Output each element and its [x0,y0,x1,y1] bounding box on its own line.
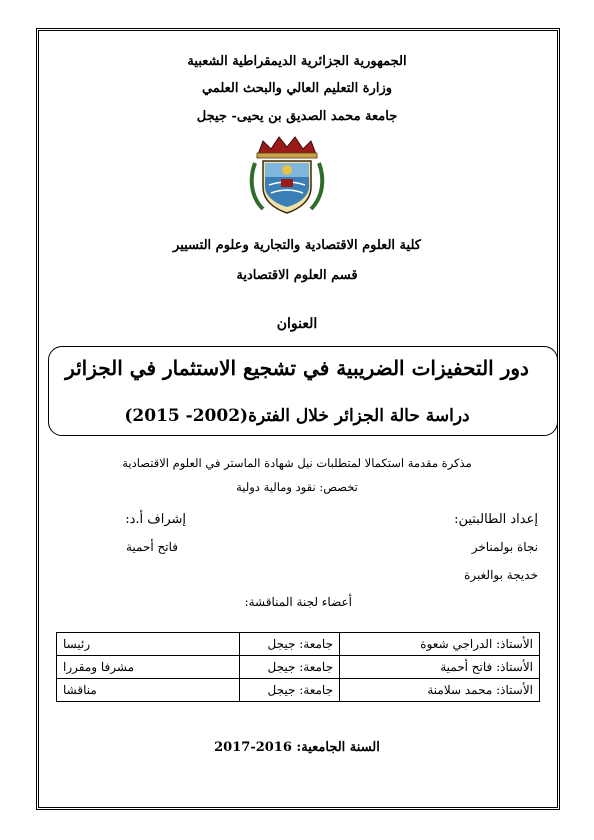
jury-member-university: جامعة: جيجل [240,633,340,656]
prepared-by-label: إعداد الطالبتين: [454,512,538,527]
jury-member-university: جامعة: جيجل [240,656,340,679]
jury-member-role: مناقشا [57,679,240,702]
table-row [57,656,540,679]
jury-member-role: رئيسا [57,633,240,656]
memo-statement: مذكرة مقدمة استكمالا لمتطلبات نيل شهادة الماستر في العلوم الاقتصادية [122,456,472,470]
table-row [57,679,540,702]
table-row [57,633,540,656]
supervisor-name: فاتح أحمية [125,540,178,554]
student-name: خديجة بوالغبرة [464,568,538,582]
jury-member-name: الأستاذ: فاتح أحمية [340,656,540,679]
supervision-label: إشراف أ.د: [125,512,186,527]
jury-member-name: الأستاذ: الدراجي شعوة [340,633,540,656]
title-label: العنوان [276,316,318,332]
thesis-title: دور التحفيزات الضريبية في تشجيع الاستثمار في الجزائر [65,356,529,380]
jury-member-university: جامعة: جيجل [240,679,340,702]
specialization: تخصص: نقود ومالية دولية [236,480,358,494]
republic-heading: الجمهورية الجزائرية الديمقراطية الشعبية [187,54,407,69]
jury-table [56,632,540,702]
thesis-subtitle: دراسة حالة الجزائر خلال الفترة(2002- 2015) [124,406,470,426]
jury-member-name: الأستاذ: محمد سلامنة [340,679,540,702]
university-heading: جامعة محمد الصديق بن يحيى- جيجل [196,109,398,124]
student-name: نجاة بولمناخر [471,540,538,554]
ministry-heading: وزارة التعليم العالي والبحث العلمي [201,81,393,96]
academic-year: السنة الجامعية: 2016-2017 [214,740,380,755]
department-name: قسم العلوم الاقتصادية [236,268,358,283]
faculty-name: كلية العلوم الاقتصادية والتجارية وعلوم التسيير [173,238,421,253]
university-emblem-icon [247,135,327,217]
jury-member-role: مشرفا ومقررا [57,656,240,679]
committee-label: أعضاء لجنة المناقشة: [244,595,352,609]
